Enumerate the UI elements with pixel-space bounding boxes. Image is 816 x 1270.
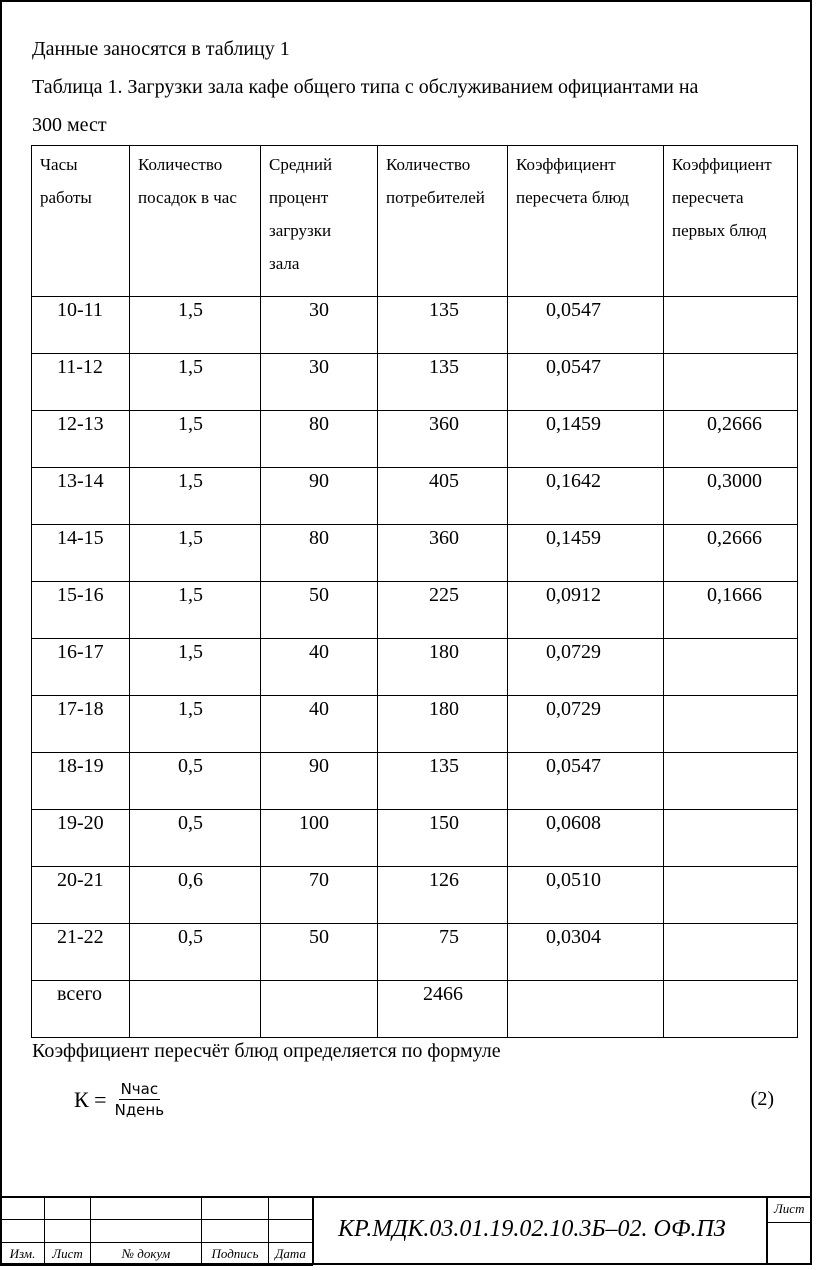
table-cell: 225: [378, 582, 508, 639]
table-cell: [664, 810, 798, 867]
table-cell: 40: [261, 696, 378, 753]
table-cell: [664, 867, 798, 924]
table-cell: 0,6: [130, 867, 261, 924]
table-cell: 100: [261, 810, 378, 867]
table-cell: 180: [378, 696, 508, 753]
table-cell: 40: [261, 639, 378, 696]
table-cell: 90: [261, 468, 378, 525]
table-caption: Таблица 1. Загрузки зала кафе общего типа с обслуживанием официантами на: [32, 76, 699, 98]
table-cell: 16-17: [32, 639, 130, 696]
total-consumers: 2466: [378, 981, 508, 1038]
table-header-cell: [664, 146, 798, 297]
stamp-label: Дата: [269, 1243, 313, 1266]
header-line: Коэффициент: [672, 155, 772, 174]
header-line: загрузки: [269, 221, 332, 240]
table-cell: [664, 753, 798, 810]
formula-lhs: К =: [74, 1086, 107, 1112]
header-line: первых блюд: [672, 221, 767, 240]
table-cell: 180: [378, 639, 508, 696]
table-header-cell: [32, 146, 130, 297]
table-cell: 50: [261, 582, 378, 639]
table-row: [32, 468, 798, 525]
table-row: [32, 867, 798, 924]
table-cell: 0,0304: [508, 924, 664, 981]
stamp-divider: [312, 1196, 314, 1265]
header-line: Средний: [269, 155, 333, 174]
table-cell: 1,5: [130, 639, 261, 696]
table-row: [32, 639, 798, 696]
table-cell: 405: [378, 468, 508, 525]
table-cell: 13-14: [32, 468, 130, 525]
header-line: пересчета блюд: [516, 188, 630, 207]
header-line: пересчета: [672, 188, 744, 207]
header-line: процент: [269, 188, 329, 207]
table-cell: 1,5: [130, 468, 261, 525]
table-row: [32, 411, 798, 468]
table-row: [32, 810, 798, 867]
table-cell: 0,1459: [508, 525, 664, 582]
intro-text: Данные заносятся в таблицу 1: [32, 38, 290, 60]
table-cell: 0,1666: [664, 582, 798, 639]
sheet-box-divider: [766, 1222, 812, 1223]
table-cell: [664, 981, 798, 1038]
table-cell: 80: [261, 525, 378, 582]
header-line: посадок в час: [138, 188, 237, 207]
table-cell: 20-21: [32, 867, 130, 924]
table-cell: 10-11: [32, 297, 130, 354]
formula: [74, 1080, 164, 1119]
table-cell: 1,5: [130, 411, 261, 468]
table-cell: 50: [261, 924, 378, 981]
table-cell: [508, 981, 664, 1038]
table-cell: 0,5: [130, 810, 261, 867]
table-cell: 1,5: [130, 297, 261, 354]
table-cell: 0,0510: [508, 867, 664, 924]
stamp-label: Изм.: [1, 1243, 45, 1266]
table-cell: 360: [378, 525, 508, 582]
table-cell: 21-22: [32, 924, 130, 981]
table-caption-continued: 300 мест: [32, 114, 107, 136]
header-line: Часы: [40, 155, 78, 174]
table-cell: 0,0547: [508, 753, 664, 810]
table-header-cell: [261, 146, 378, 297]
sheet-label: Лист: [774, 1201, 805, 1216]
table-cell: 1,5: [130, 582, 261, 639]
table-cell: 1,5: [130, 525, 261, 582]
table-cell: 30: [261, 354, 378, 411]
table-cell: 1,5: [130, 354, 261, 411]
table-cell: 0,3000: [664, 468, 798, 525]
table-header-cell: [378, 146, 508, 297]
table-cell: [130, 981, 261, 1038]
stamp-label: Лист: [45, 1243, 91, 1266]
table-row: [32, 924, 798, 981]
header-line: работы: [40, 188, 92, 207]
total-label: всего: [32, 981, 130, 1038]
table-cell: 0,0547: [508, 354, 664, 411]
table-cell: 0,0912: [508, 582, 664, 639]
table-cell: 0,1642: [508, 468, 664, 525]
table-cell: 14-15: [32, 525, 130, 582]
load-table: [31, 145, 798, 1038]
header-line: потребителей: [386, 188, 485, 207]
table-cell: 0,0608: [508, 810, 664, 867]
header-line: Количество: [386, 155, 471, 174]
table-header-row: [32, 146, 798, 297]
stamp-label: № докум: [91, 1243, 202, 1266]
table-cell: 0,0729: [508, 696, 664, 753]
table-cell: 126: [378, 867, 508, 924]
table-cell: 18-19: [32, 753, 130, 810]
table-cell: 150: [378, 810, 508, 867]
formula-fraction: [115, 1080, 164, 1119]
table-cell: [664, 696, 798, 753]
table-cell: 11-12: [32, 354, 130, 411]
table-row: [32, 582, 798, 639]
table-row: [32, 354, 798, 411]
table-cell: 1,5: [130, 696, 261, 753]
table-row: [32, 297, 798, 354]
table-cell: 70: [261, 867, 378, 924]
table-cell: 0,2666: [664, 411, 798, 468]
document-code: КР.МДК.03.01.19.02.10.3Б–02. ОФ.ПЗ: [338, 1216, 726, 1242]
table-cell: 0,1459: [508, 411, 664, 468]
table-cell: 0,5: [130, 924, 261, 981]
formula-numerator: Nчас: [120, 1080, 159, 1098]
table-cell: 360: [378, 411, 508, 468]
table-cell: [261, 981, 378, 1038]
formula-description: Коэффициент пересчёт блюд определяется по формуле: [32, 1040, 501, 1062]
header-line: зала: [269, 254, 300, 273]
table-header-cell: [130, 146, 261, 297]
title-block-grid: [0, 1196, 313, 1266]
stamp-label: Подпись: [202, 1243, 269, 1266]
table-cell: 0,0729: [508, 639, 664, 696]
table-cell: [664, 354, 798, 411]
table-cell: 12-13: [32, 411, 130, 468]
table-row: [32, 525, 798, 582]
table-cell: [664, 639, 798, 696]
table-row: [32, 753, 798, 810]
table-cell: [664, 297, 798, 354]
table-cell: 15-16: [32, 582, 130, 639]
equation-number: (2): [750, 1088, 774, 1110]
table-cell: 19-20: [32, 810, 130, 867]
table-cell: 0,0547: [508, 297, 664, 354]
table-cell: [664, 924, 798, 981]
table-cell: 0,5: [130, 753, 261, 810]
table-cell: 80: [261, 411, 378, 468]
table-cell: 75: [378, 924, 508, 981]
table-cell: 30: [261, 297, 378, 354]
table-cell: 135: [378, 753, 508, 810]
table-header-cell: [508, 146, 664, 297]
header-line: Коэффициент: [516, 155, 616, 174]
table-total-row: [32, 981, 798, 1038]
table-cell: 0,2666: [664, 525, 798, 582]
table-cell: 17-18: [32, 696, 130, 753]
table-row: [32, 696, 798, 753]
header-line: Количество: [138, 155, 223, 174]
table-cell: 90: [261, 753, 378, 810]
table-cell: 135: [378, 354, 508, 411]
formula-denominator: Nдень: [114, 1101, 165, 1119]
table-cell: 135: [378, 297, 508, 354]
